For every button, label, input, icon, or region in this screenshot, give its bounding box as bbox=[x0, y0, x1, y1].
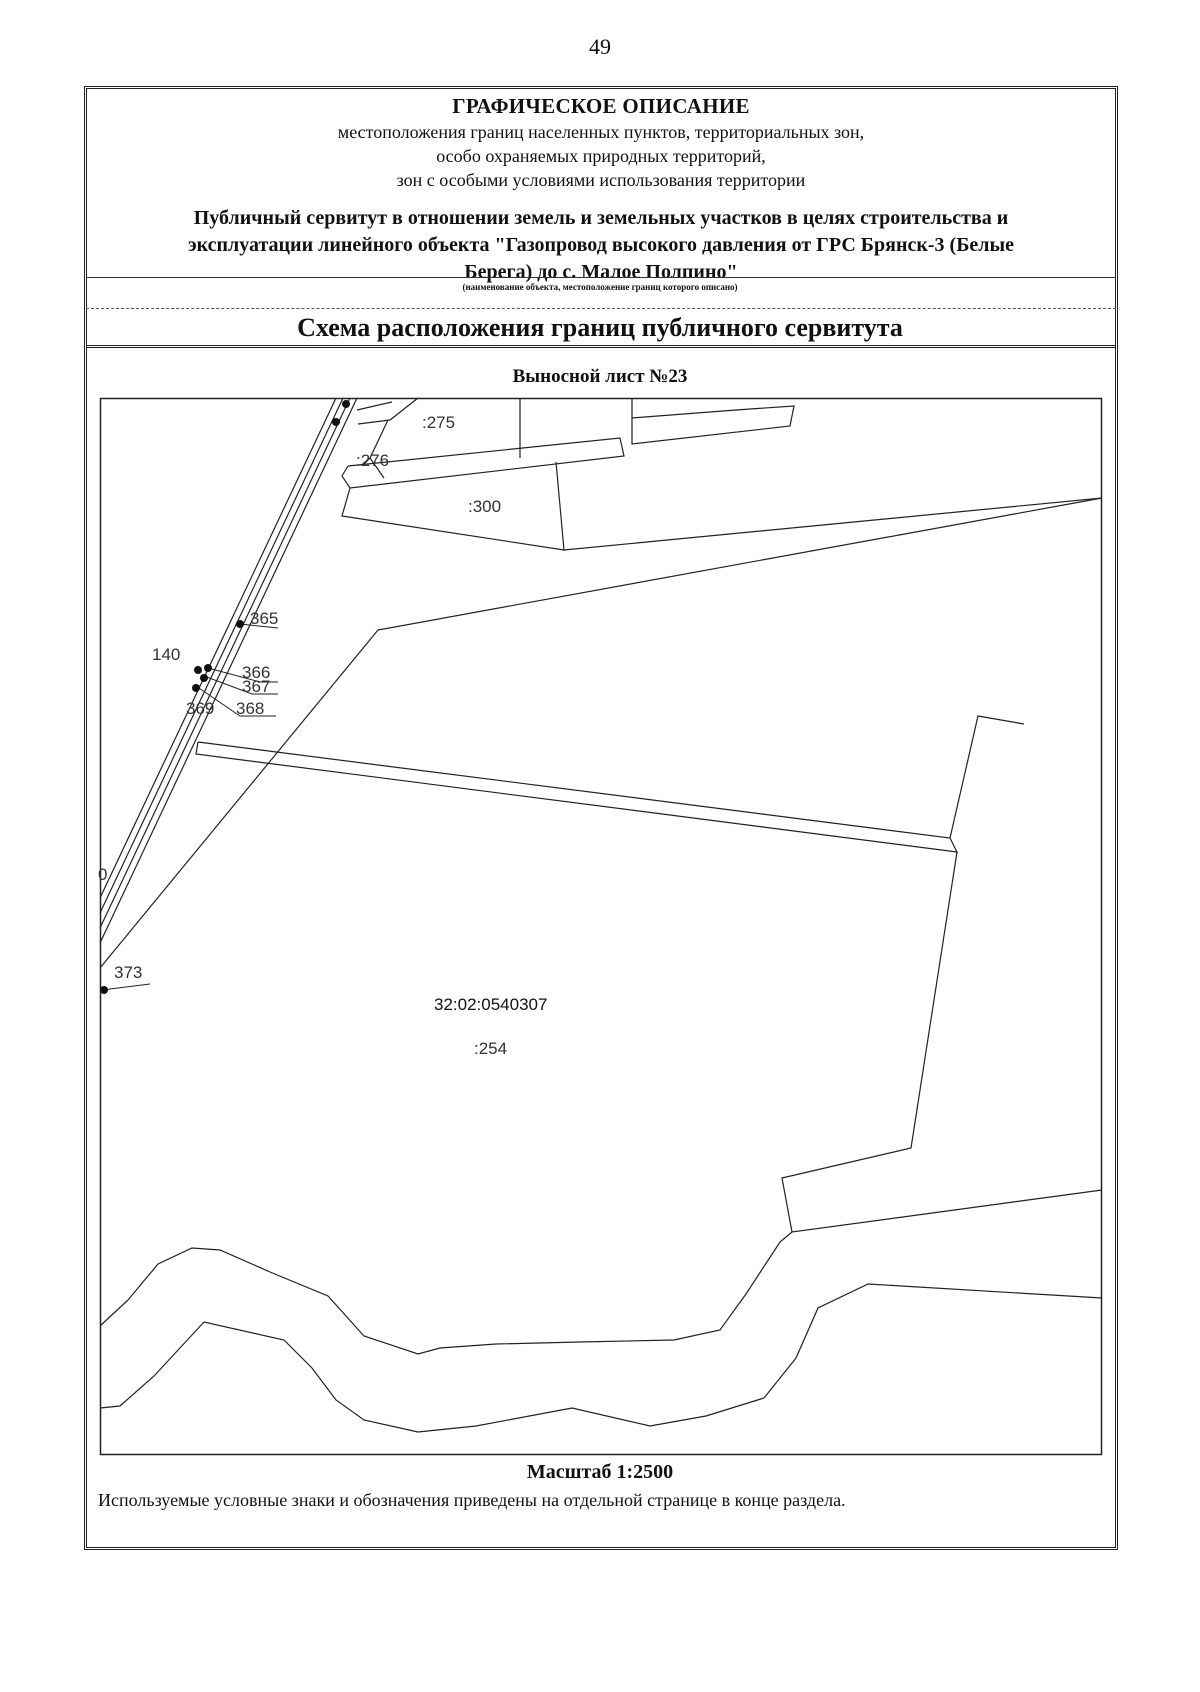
scheme-title-divider bbox=[86, 345, 1116, 348]
boundary-point bbox=[342, 400, 350, 408]
header-divider bbox=[86, 277, 1116, 278]
header-title: ГРАФИЧЕСКОЕ ОПИСАНИЕ bbox=[452, 94, 750, 118]
boundary-point-367 bbox=[200, 674, 208, 682]
boundary-point-365 bbox=[236, 620, 244, 628]
point-label-368: 368 bbox=[236, 699, 265, 718]
legend-note: Используемые условные знаки и обозначения приведены на отдельной странице в конце раздела. bbox=[98, 1490, 846, 1510]
boundary-point-373 bbox=[100, 986, 108, 994]
boundary-point-140 bbox=[194, 666, 202, 674]
parcel-label-276: :276 bbox=[356, 451, 390, 470]
header-subtitle-line-3: зон с особыми условиями использования территории bbox=[396, 170, 806, 190]
quarter-number: 32:02:0540307 bbox=[434, 995, 548, 1014]
point-label-0: 0 bbox=[98, 865, 108, 884]
page-number: 49 bbox=[589, 34, 611, 59]
cadastral-map bbox=[100, 398, 1102, 1455]
point-label-140: 140 bbox=[152, 645, 181, 664]
parcel-label-300: :300 bbox=[468, 497, 502, 516]
map-border bbox=[101, 399, 1102, 1455]
object-caption: (наименование объекта, местоположение границ которого описано) bbox=[462, 282, 738, 292]
parcel-label-275: :275 bbox=[422, 413, 456, 432]
map-scale: Масштаб 1:2500 bbox=[526, 1461, 674, 1483]
boundary-point-368 bbox=[192, 684, 200, 692]
point-label-373: 373 bbox=[114, 963, 143, 982]
object-name-line-3: Берега) до с. Малое Полпино" bbox=[464, 261, 738, 283]
point-label-369: 369 bbox=[186, 699, 215, 718]
boundary-point bbox=[332, 418, 340, 426]
header-subtitle-line-2: особо охраняемых природных территорий, bbox=[436, 146, 766, 166]
point-label-365: 365 bbox=[250, 609, 279, 628]
scheme-title: Схема расположения границ публичного сервитута bbox=[297, 313, 903, 342]
point-label-366: 366 bbox=[242, 663, 271, 682]
header-subtitle-line-1: местоположения границ населенных пунктов, территориальных зон, bbox=[337, 122, 865, 142]
object-name-line-2: эксплуатации линейного объекта "Газопровод высокого давления от ГРС Брянск-3 (Белые bbox=[187, 234, 1015, 256]
object-name bbox=[126, 205, 1076, 286]
header-dashed-divider bbox=[86, 308, 1116, 309]
parcel-label-254: :254 bbox=[474, 1039, 508, 1058]
object-name-line-1: Публичный сервитут в отношении земель и земельных участков в целях строительства и bbox=[193, 207, 1009, 229]
header-block bbox=[86, 88, 1116, 348]
sheet-title: Выносной лист №23 bbox=[512, 366, 688, 387]
boundary-point-366 bbox=[204, 664, 212, 672]
point-label-367: 367 bbox=[242, 677, 271, 696]
